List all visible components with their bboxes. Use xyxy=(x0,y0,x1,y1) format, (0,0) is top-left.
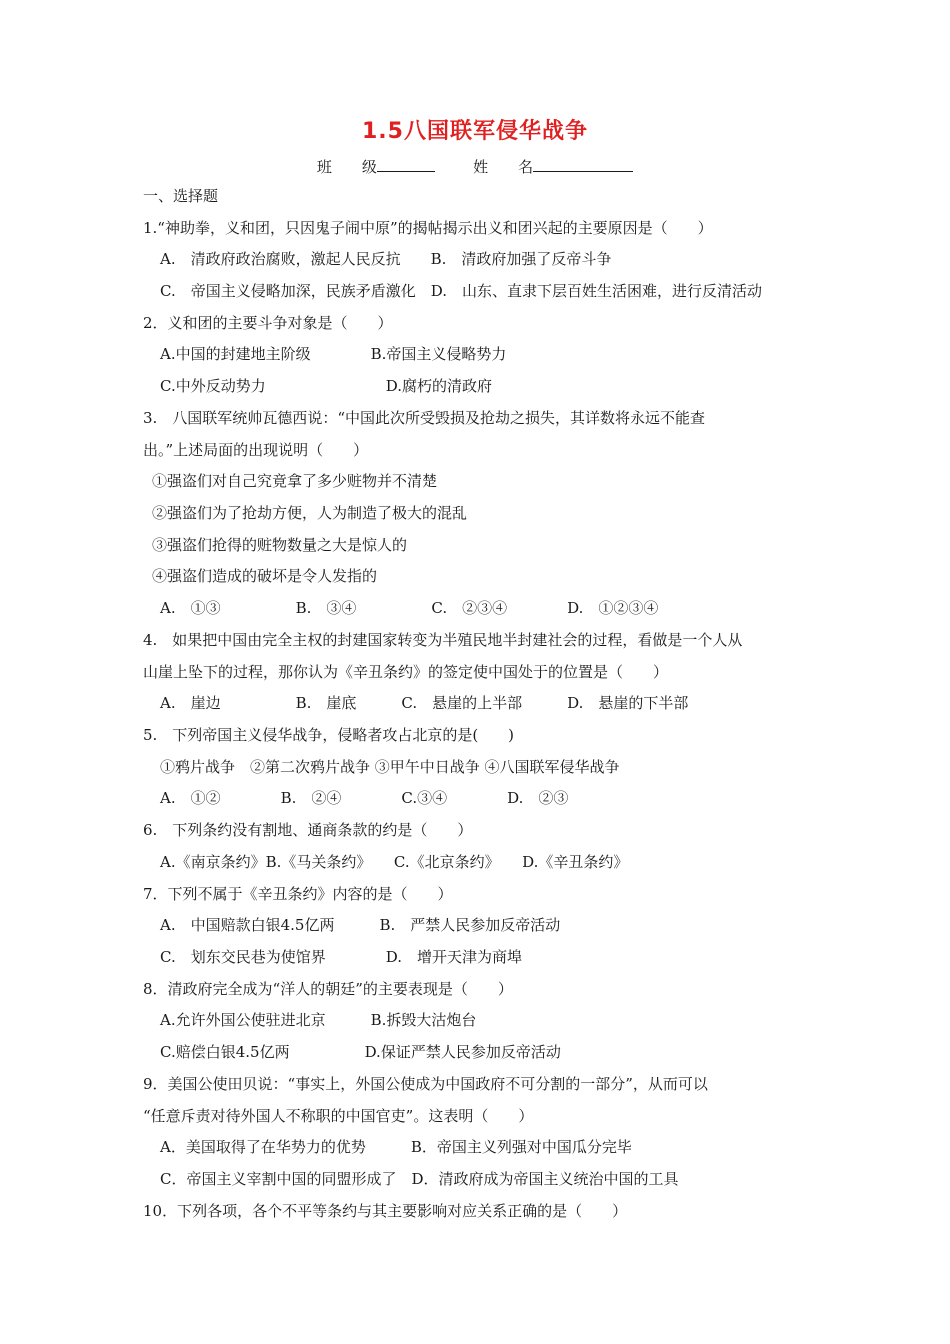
q8-options-row-2: C.赔偿白银4.5亿两 D.保证严禁人民参加反帝活动 xyxy=(160,1043,561,1061)
q7-options-row-2: C. 划东交民巷为使馆界 D. 增开天津为商埠 xyxy=(160,948,522,966)
name-blank[interactable] xyxy=(533,157,633,172)
q4-options-row: A. 崖边 B. 崖底 C. 悬崖的上半部 D. 悬崖的下半部 xyxy=(160,694,689,712)
q5-stem: 5. 下列帝国主义侵华战争，侵略者攻占北京的是( ) xyxy=(143,726,515,744)
q4-stem-line-2: 山崖上坠下的过程，那你认为《辛丑条约》的签定使中国处于的位置是（ ） xyxy=(143,663,669,681)
q5-statements: ①鸦片战争 ②第二次鸦片战争 ③甲午中日战争 ④八国联军侵华战争 xyxy=(160,758,620,776)
q7-options-row-1: A. 中国赔款白银4.5亿两 B. 严禁人民参加反帝活动 xyxy=(160,916,561,934)
q6-options-row: A.《南京条约》B.《马关条约》 C.《北京条约》 D.《辛丑条约》 xyxy=(160,853,629,871)
student-info-line xyxy=(0,156,950,177)
q3-stem-line-2: 出。”上述局面的出现说明（ ） xyxy=(143,441,369,459)
q8-stem: 8．清政府完全成为“洋人的朝廷”的主要表现是（ ） xyxy=(143,980,513,998)
q1-options-row-1: A. 清政府政治腐败，激起人民反抗 B. 清政府加强了反帝斗争 xyxy=(160,250,612,268)
q3-statement-2: ②强盗们为了抢劫方便，人为制造了极大的混乱 xyxy=(152,504,468,522)
section-heading: 一、选择题 xyxy=(143,187,219,205)
q2-options-row-2: C.中外反动势力 D.腐朽的清政府 xyxy=(160,377,492,395)
q9-options-row-1: A．美国取得了在华势力的优势 B．帝国主义列强对中国瓜分完毕 xyxy=(160,1138,632,1156)
class-blank[interactable] xyxy=(377,157,435,172)
q3-statement-4: ④强盗们造成的破坏是令人发指的 xyxy=(152,567,378,585)
q1-options-row-2: C. 帝国主义侵略加深，民族矛盾激化 D. 山东、直隶下层百姓生活困难，进行反清活动 xyxy=(160,282,762,300)
q3-options-row: A. ①③ B. ③④ C. ②③④ D. ①②③④ xyxy=(160,599,659,617)
q9-stem-line-1: 9．美国公使田贝说：“事实上，外国公使成为中国政府不可分割的一部分”，从而可以 xyxy=(143,1075,708,1093)
page-title: 1.5八国联军侵华战争 xyxy=(362,119,588,144)
class-label: 班 级 xyxy=(316,158,377,176)
q3-statement-3: ③强盗们抢得的赃物数量之大是惊人的 xyxy=(152,536,408,554)
q6-stem: 6. 下列条约没有割地、通商条款的约是（ ） xyxy=(143,821,473,839)
q9-stem-line-2: “任意斥责对待外国人不称职的中国官吏”。这表明（ ） xyxy=(143,1107,534,1125)
q5-options-row: A. ①② B. ②④ C.③④ D. ②③ xyxy=(160,789,569,807)
q9-options-row-2: C．帝国主义宰割中国的同盟形成了 D．清政府成为帝国主义统治中国的工具 xyxy=(160,1170,679,1188)
q2-options-row-1: A.中国的封建地主阶级 B.帝国主义侵略势力 xyxy=(160,345,507,363)
q3-stem-line-1: 3. 八国联军统帅瓦德西说：“中国此次所受毁损及抢劫之损失，其详数将永远不能查 xyxy=(143,409,705,427)
q3-statement-1: ①强盗们对自己究竟拿了多少赃物并不清楚 xyxy=(152,472,438,490)
q4-stem-line-1: 4. 如果把中国由完全主权的封建国家转变为半殖民地半封建社会的过程，看做是一个人从 xyxy=(143,631,743,649)
q8-options-row-1: A.允许外国公使驻进北京 B.拆毁大沽炮台 xyxy=(160,1011,477,1029)
q2-stem: 2．义和团的主要斗争对象是（ ） xyxy=(143,314,393,332)
q1-stem: 1.“神助拳，义和团，只因鬼子闹中原”的揭帖揭示出义和团兴起的主要原因是（ ） xyxy=(143,219,713,237)
name-label: 姓 名 xyxy=(473,158,534,176)
q7-stem: 7．下列不属于《辛丑条约》内容的是（ ） xyxy=(143,885,453,903)
q10-stem: 10．下列各项，各个不平等条约与其主要影响对应关系正确的是（ ） xyxy=(143,1202,628,1220)
